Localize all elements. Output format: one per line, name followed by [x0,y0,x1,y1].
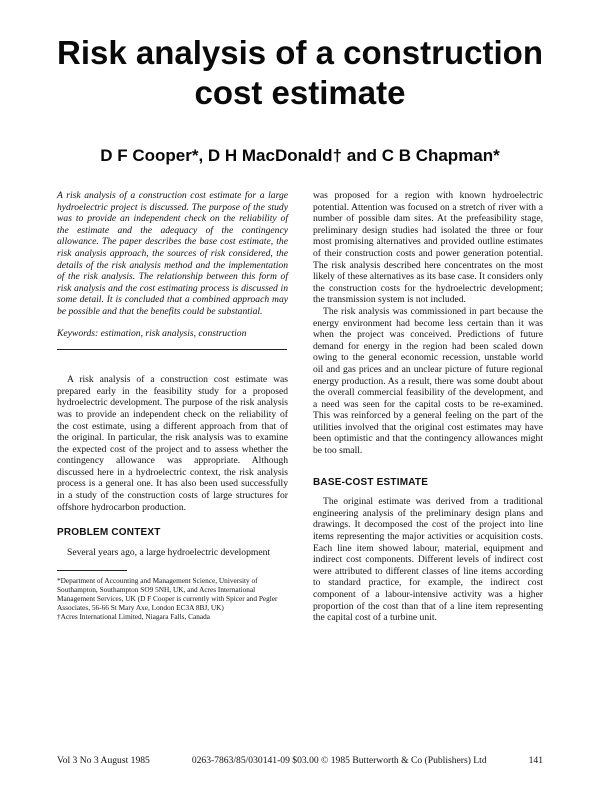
right-paragraph-2: The risk analysis was commissioned in part because the energy environment had become less certain than it was when the project was conceived. Predictions of future demand for energy in the region had been scaled down owing to the general economic recession, unstable world oil and gas prices and an unclear picture of future regional energy production. As a result, there was some doubt about the overall commercial feasibility of the development, and a need was seen for the capital costs to be re-examined. This was reinforced by a general feeling on the part of the utilities involved that the original cost estimates may have been optimistic and that the contingency allowances might be too small. [313,305,543,457]
abstract: A risk analysis of a construction cost estimate for a large hydroelectric project is discussed. The purpose of the study was to provide an independent check on the reliability of the estimate and the adequacy of the contingency allowance. The paper describes the base cost estimate, the risk analysis approach, the sources of risk considered, the details of the risk analysis method and the implementation of the risk analysis. The relationship between this form of risk analysis and the cost estimating process is discussed in some detail. It is concluded that a combined approach may be possible and that the benefits could be substantial. [57,190,288,317]
footer-page-number: 141 [528,755,543,766]
footer-volume: Vol 3 No 3 August 1985 [57,755,150,766]
footer-copyright: 0263-7863/85/030141-09 $03.00 © 1985 Butterworth & Co (Publishers) Ltd [191,755,487,766]
title-line-1: Risk analysis of a construction [57,34,543,71]
base-cost-heading: BASE-COST ESTIMATE [313,476,429,488]
keywords: Keywords: estimation, risk analysis, construction [57,327,247,339]
footnote-divider [57,570,127,571]
right-paragraph-1: was proposed for a region with known hydroelectric potential. Attention was focused on a stretch of river with a number of possible dam sites. At the prefeasibility stage, preliminary design studies had isolated the three or four most promising alternatives and provided outline estimates of their construction costs and power generation potential. The risk analysis described here concentrates on the most likely of these alternatives as its base case. It considers only the construction costs for the hydroelectric development; the transmission system is not included. [313,190,543,306]
problem-context-text: Several years ago, a large hydroelectric development [67,546,271,558]
base-cost-text: The original estimate was derived from a traditional engineering analysis of the preliminary design plans and drawings. It decomposed the cost of the project into line items representing the major activities or acquisition costs. Each line item showed labour, material, equipment and indirect cost components. Different levels of indirect cost were attributed to different classes of line items according to standard practice, for example, the indirect cost component of a labour-intensive activity was a higher proportion of the cost than that of a line item representing the capital cost of a turbine unit. [313,496,543,624]
footnotes [57,576,288,621]
abstract-divider [57,349,287,350]
problem-context-heading: PROBLEM CONTEXT [57,527,161,539]
right-column [313,190,543,624]
footnote-affiliation-1: *Department of Accounting and Management Science, University of Southampton, Southampton SO9 5NH, UK, and Acres International Management Services, UK (D F Cooper is currently with Spicer and Pegler Associates, 56-66 St Mary Axe, London EC3A 8BJ, UK) [57,576,278,613]
paper-title [30,33,570,113]
left-column [57,190,288,621]
title-line-2: cost estimate [194,74,406,111]
intro-paragraph: A risk analysis of a construction cost estimate was prepared early in the feasibility study for a proposed hydroelectric development. The purpose of the risk analysis was to provide an independent check on the reliability of the cost estimate, using a different approach from that of the original. In particular, the risk analysis was to examine the expected cost of the project and to assess whether the contingency allowance was appropriate. Although discussed here in a hydroelectric context, the risk analysis process is a general one. It has also been used successfully in a study of the construction costs of large structures for offshore hydrocarbon production. [57,374,288,513]
page-footer [57,755,543,766]
footnote-affiliation-2: †Acres International Limited, Niagara Falls, Canada [57,612,210,622]
authors: D F Cooper*, D H MacDonald† and C B Chapman* [100,146,500,165]
